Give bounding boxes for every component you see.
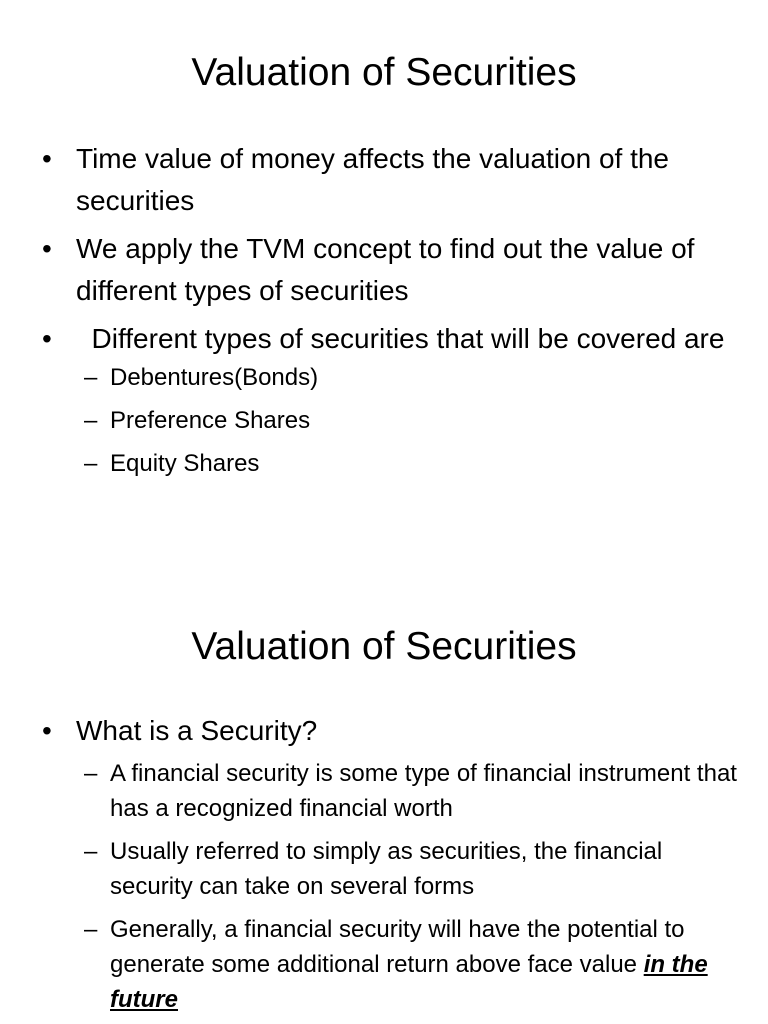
bullet-icon: • [42,323,52,354]
bullet-icon: • [42,143,52,174]
sub-item [0,912,768,1017]
sub-item [0,834,768,904]
slide-title: Valuation of Securities [191,625,577,668]
sub-item [0,446,768,481]
sub-item-text: Generally, a financial security will have the potential to generate some additional return above face value [110,916,685,978]
sub-item-text: A financial security is some type of financial instrument that has a recognized financial worth [110,760,737,822]
bullet-text: We apply the TVM concept to find out the value of different types of securities [76,233,695,306]
sub-item [0,756,768,826]
sub-item [0,403,768,438]
emphasis-text: in the future [110,951,708,1013]
sub-item-text: Debentures(Bonds) [110,364,319,391]
bullet-item [0,318,768,360]
bullet-item [0,710,768,752]
dash-icon: – [84,364,98,391]
dash-icon: – [84,407,98,434]
sub-item [0,360,768,395]
bullet-text: Time value of money affects the valuation of the securities [76,143,670,216]
slide-2 [0,512,768,1024]
bullet-icon: • [42,715,52,746]
dash-icon: – [84,916,98,943]
slide-content [0,138,768,489]
sub-item-text: Usually referred to simply as securities, the financial security can take on several forms [110,838,663,900]
dash-icon: – [84,760,98,787]
sub-item-text: Preference Shares [110,407,311,434]
bullet-item [0,228,768,312]
dash-icon: – [84,838,98,865]
sub-item-text: Equity Shares [110,450,260,477]
slide-content [0,710,768,1024]
bullet-text: What is a Security? [76,715,318,746]
dash-icon: – [84,450,98,477]
bullet-text: Different types of securities that will be covered are [76,323,725,354]
bullet-icon: • [42,233,52,264]
slide-title: Valuation of Securities [191,51,577,94]
bullet-item [0,138,768,222]
